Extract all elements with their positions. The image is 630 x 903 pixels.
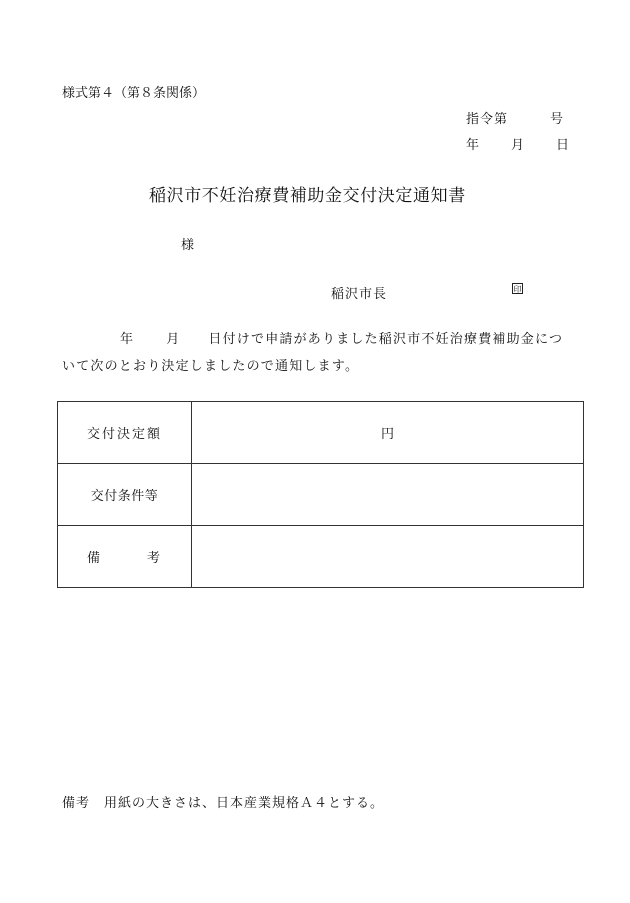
date-line: 年 月 日 bbox=[466, 138, 572, 153]
document-title: 稲沢市不妊治療費補助金交付決定通知書 bbox=[149, 186, 466, 206]
body-text-line1: 日付けで申請がありました稲沢市不妊治療費補助金につ bbox=[208, 332, 564, 347]
directive-number: 指令第 号 bbox=[466, 112, 565, 127]
remarks-label bbox=[58, 526, 192, 588]
grant-amount-value: 円 bbox=[192, 402, 584, 464]
grant-conditions-label: 交付条件等 bbox=[58, 464, 192, 526]
remarks-value bbox=[192, 526, 584, 588]
recipient-honorific: 様 bbox=[181, 238, 195, 253]
grant-conditions-value bbox=[192, 464, 584, 526]
remarks-label-b: 考 bbox=[146, 551, 162, 566]
form-number: 様式第４（第８条関係） bbox=[62, 86, 206, 101]
footnote: 備考 用紙の大きさは、日本産業規格Ａ４とする。 bbox=[62, 796, 385, 811]
table-row bbox=[58, 526, 584, 588]
remarks-label-a: 備 bbox=[86, 551, 102, 566]
notice-body bbox=[62, 326, 584, 380]
table-row bbox=[58, 464, 584, 526]
grant-decision-table bbox=[57, 401, 584, 588]
table-row bbox=[58, 402, 584, 464]
body-text-line2: いて次のとおり決定しましたので通知します。 bbox=[62, 359, 360, 374]
grant-amount-label: 交付決定額 bbox=[58, 402, 192, 464]
seal-mark: 印 bbox=[513, 285, 522, 294]
body-year: 年 bbox=[120, 332, 135, 347]
body-month: 月 bbox=[166, 332, 181, 347]
issuer-name: 稲沢市長 bbox=[331, 287, 388, 302]
